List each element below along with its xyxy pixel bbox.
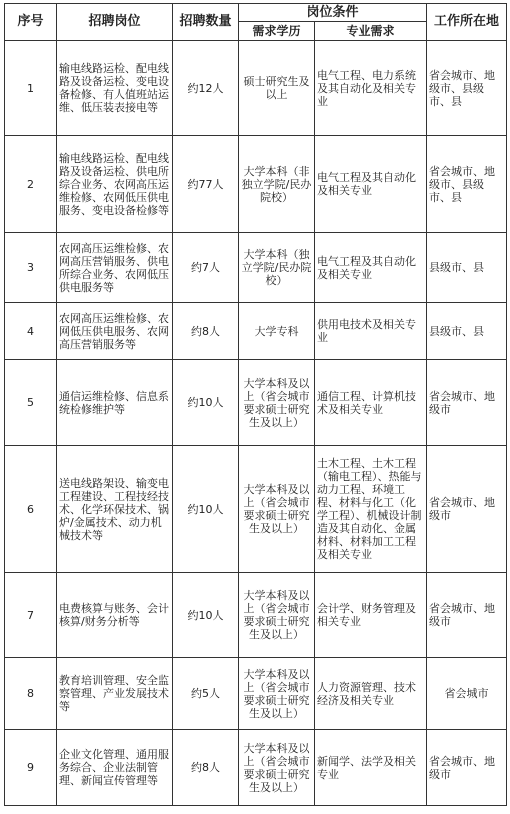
- cell-seq: 6: [5, 446, 57, 573]
- table-row: [5, 303, 507, 360]
- cell-education: 大学本科及以上（省会城市要求硕士研究生及以上）: [239, 730, 315, 806]
- cell-education: 大学本科及以上（省会城市要求硕士研究生及以上）: [239, 446, 315, 573]
- cell-major: 会计学、财务管理及相关专业: [315, 573, 427, 658]
- cell-position: 送电线路架设、输变电工程建设、工程技经技术、化学环保技术、锅炉/金属技术、动力机械技术等: [57, 446, 173, 573]
- cell-position: 农网高压运维检修、农网低压供电服务、农网高压营销服务等: [57, 303, 173, 360]
- cell-major: 供用电技术及相关专业: [315, 303, 427, 360]
- header-row-top: [5, 4, 507, 22]
- cell-seq: 8: [5, 658, 57, 730]
- table-row: [5, 573, 507, 658]
- cell-position: 输电线路运检、配电线路及设备运检、变电设备检修、有人值班站运维、低压装表接电等: [57, 41, 173, 136]
- cell-location: 省会城市、地级市: [427, 730, 507, 806]
- cell-major: 人力资源管理、技术经济及相关专业: [315, 658, 427, 730]
- cell-education: 大学本科及以上（省会城市要求硕士研究生及以上）: [239, 573, 315, 658]
- table-row: [5, 233, 507, 303]
- cell-position: 输电线路运检、配电线路及设备运检、供电所综合业务、农网高压运维检修、农网低压供电服务、变电设备检修等: [57, 136, 173, 233]
- table-row: [5, 658, 507, 730]
- cell-seq: 7: [5, 573, 57, 658]
- cell-position: 农网高压运维检修、农网高压营销服务、供电所综合业务、农网低压供电服务等: [57, 233, 173, 303]
- cell-major: 电气工程、电力系统及其自动化及相关专业: [315, 41, 427, 136]
- cell-count: 约77人: [173, 136, 239, 233]
- cell-count: 约10人: [173, 446, 239, 573]
- cell-count: 约10人: [173, 360, 239, 446]
- cell-major: 土木工程、土木工程（输电工程）、热能与动力工程、环境工程、材料与化工（化学工程）、机械设计制造及其自动化、金属材料、材料加工工程及相关专业: [315, 446, 427, 573]
- cell-education: 大学本科及以上（省会城市要求硕士研究生及以上）: [239, 658, 315, 730]
- header-major: 专业需求: [315, 22, 427, 41]
- cell-major: 电气工程及其自动化及相关专业: [315, 233, 427, 303]
- header-education: 需求学历: [239, 22, 315, 41]
- table-row: [5, 41, 507, 136]
- table-row: [5, 360, 507, 446]
- cell-count: 约8人: [173, 303, 239, 360]
- cell-location: 县级市、县: [427, 233, 507, 303]
- cell-location: 省会城市: [427, 658, 507, 730]
- cell-education: 硕士研究生及以上: [239, 41, 315, 136]
- cell-education: 大学本科及以上（省会城市要求硕士研究生及以上）: [239, 360, 315, 446]
- header-location: 工作所在地: [427, 4, 507, 41]
- cell-seq: 1: [5, 41, 57, 136]
- cell-count: 约7人: [173, 233, 239, 303]
- cell-seq: 9: [5, 730, 57, 806]
- header-seq: 序号: [5, 4, 57, 41]
- cell-seq: 5: [5, 360, 57, 446]
- cell-education: 大学专科: [239, 303, 315, 360]
- recruitment-table-container: [4, 3, 506, 806]
- cell-location: 省会城市、地级市: [427, 573, 507, 658]
- header-conditions: 岗位条件: [239, 4, 427, 22]
- header-count: 招聘数量: [173, 4, 239, 41]
- cell-location: 省会城市、地级市: [427, 360, 507, 446]
- table-row: [5, 446, 507, 573]
- cell-count: 约8人: [173, 730, 239, 806]
- cell-count: 约10人: [173, 573, 239, 658]
- cell-major: 电气工程及其自动化及相关专业: [315, 136, 427, 233]
- cell-position: 教育培训管理、安全监察管理、产业发展技术等: [57, 658, 173, 730]
- table-row: [5, 730, 507, 806]
- cell-location: 省会城市、地级市: [427, 446, 507, 573]
- cell-education: 大学本科（独立学院/民办院校）: [239, 233, 315, 303]
- cell-position: 电费核算与账务、会计核算/财务分析等: [57, 573, 173, 658]
- cell-location: 省会城市、地级市、县级市、县: [427, 41, 507, 136]
- cell-count: 约5人: [173, 658, 239, 730]
- cell-location: 省会城市、地级市、县级市、县: [427, 136, 507, 233]
- header-position: 招聘岗位: [57, 4, 173, 41]
- cell-major: 新闻学、法学及相关专业: [315, 730, 427, 806]
- cell-seq: 3: [5, 233, 57, 303]
- cell-location: 县级市、县: [427, 303, 507, 360]
- cell-count: 约12人: [173, 41, 239, 136]
- cell-seq: 2: [5, 136, 57, 233]
- cell-education: 大学本科（非独立学院/民办院校）: [239, 136, 315, 233]
- cell-major: 通信工程、计算机技术及相关专业: [315, 360, 427, 446]
- cell-seq: 4: [5, 303, 57, 360]
- recruitment-table: [4, 3, 507, 806]
- cell-position: 企业文化管理、通用服务综合、企业法制管理、新闻宣传管理等: [57, 730, 173, 806]
- table-row: [5, 136, 507, 233]
- cell-position: 通信运维检修、信息系统检修维护等: [57, 360, 173, 446]
